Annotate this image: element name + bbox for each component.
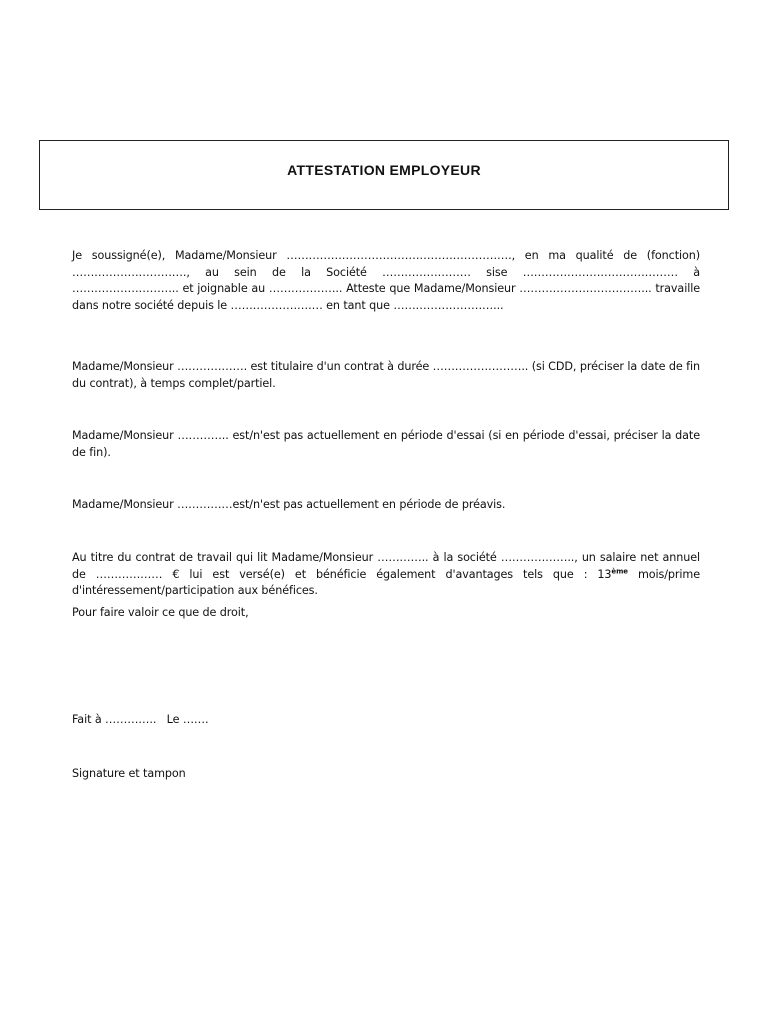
document-title: ATTESTATION EMPLOYEUR xyxy=(287,162,481,178)
salary-text-end: mois/prime d'intéressement/participation aux bénéfices. xyxy=(72,567,700,597)
signature-line: Signature et tampon xyxy=(72,767,186,780)
title-box xyxy=(39,140,729,210)
superscript-eme: ème xyxy=(611,566,628,575)
paragraph-declaration: Je soussigné(e), Madame/Monsieur ……………………………………………………., en ma qualité de (fonction) …………………………., au sein de la Société …………………… sise …………………………………… à ……………………….. et joignable au ……………….. Atteste que Madame/Monsieur ……………………………... travaille dans notre société depuis le ………………….… en tant que ………………………... xyxy=(72,249,700,312)
salary-text: Au titre du contrat de travail qui lit Madame/Monsieur ………….. à la société ……………….., un salaire net annuel de ……………… € lui est versé(e) et bénéficie également d'avantages tels que : 13 xyxy=(72,551,700,581)
paragraph-notice-period: Madame/Monsieur ……………est/n'est pas actuellement en période de préavis. xyxy=(72,498,506,511)
paragraph-salary xyxy=(72,550,700,600)
paragraph-closing: Pour faire valoir ce que de droit, xyxy=(72,606,249,619)
place-date-line: Fait à ………….. Le ……. xyxy=(72,713,209,726)
paragraph-trial-period: Madame/Monsieur ………….. est/n'est pas actuellement en période d'essai (si en période d'essai, préciser la date de fin). xyxy=(72,429,700,459)
paragraph-contract: Madame/Monsieur ………………. est titulaire d'un contrat à durée …………………….. (si CDD, préciser la date de fin du contrat), à temps complet/partiel. xyxy=(72,360,700,390)
